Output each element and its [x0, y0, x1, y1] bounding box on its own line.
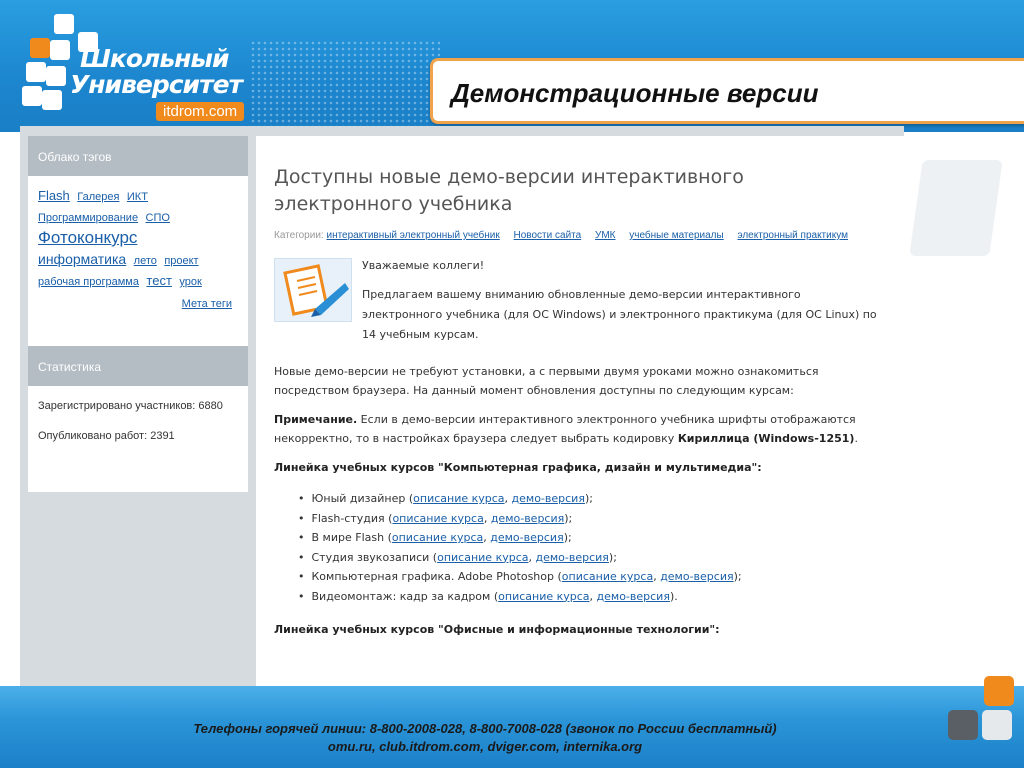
demo-version-link[interactable]: демо-версия: [490, 511, 565, 525]
published-count: Опубликовано работ: 2391: [38, 430, 175, 442]
tag-link[interactable]: Фотоконкурс: [38, 228, 138, 247]
tags-widget-title: Облако тэгов: [28, 136, 248, 176]
course-description-link[interactable]: описание курса: [498, 589, 590, 603]
note-text: Если в демо-версии интерактивного электронного учебника шрифты отображаются некорректно, то в настройках браузера следует выбрать кодировку: [274, 413, 856, 445]
category-link[interactable]: Новости сайта: [513, 230, 582, 241]
stats-widget-title: Статистика: [28, 346, 248, 386]
course-list: [298, 489, 886, 606]
demo-version-link[interactable]: демо-версия: [660, 570, 734, 583]
tag-link[interactable]: урок: [179, 276, 202, 288]
list-item: • Студия звукозаписи (описание курса, демо-версия);: [298, 548, 886, 568]
category-link[interactable]: УМК: [594, 230, 616, 241]
category-link[interactable]: интерактивный электронный учебник: [326, 230, 500, 241]
slide-title: Демонстрационные версии: [451, 78, 819, 108]
textbook-icon: [274, 258, 352, 322]
encoding-name: Кириллица (Windows-1251): [677, 432, 855, 445]
slide-title-box: [430, 58, 1024, 124]
tag-link[interactable]: Программирование: [38, 212, 139, 224]
logo-title-line1: Школьный: [80, 44, 229, 73]
hotline-text: Телефоны горячей линии: 8-800-2008-028, 8-800-7008-028 (звонок по России бесплатный): [193, 721, 777, 736]
list-item: • Юный дизайнер (описание курса, демо-версия);: [298, 489, 886, 509]
school-university-logo[interactable]: [16, 8, 256, 123]
list-item: • В мире Flash (описание курса, демо-версия);: [298, 528, 886, 548]
tag-link[interactable]: проект: [164, 255, 199, 267]
category-link[interactable]: электронный практикум: [737, 230, 848, 241]
logo-url: itdrom.com: [156, 102, 244, 121]
tag-link[interactable]: тест: [146, 273, 172, 288]
tag-link[interactable]: Flash: [38, 188, 70, 203]
page-header: [0, 0, 1024, 132]
logo-title-line2: Университет: [70, 70, 243, 99]
tag-link[interactable]: лето: [133, 255, 157, 267]
demo-version-link[interactable]: демо-версия: [535, 550, 609, 564]
category-link[interactable]: учебные материалы: [629, 230, 724, 241]
demo-version-link[interactable]: демо-версия: [596, 589, 670, 603]
article-title: Доступны новые демо-версии интерактивного электронного учебника: [274, 166, 744, 215]
article-categories: [274, 228, 886, 243]
demo-version-link[interactable]: демо-версия: [490, 531, 564, 544]
footer-sites: omu.ru, club.itdrom.com, dviger.com, internika.org: [327, 739, 643, 754]
tag-link[interactable]: информатика: [38, 251, 127, 267]
info-paragraph: Новые демо-версии не требуют установки, а с первыми двумя уроками можно ознакомиться посредством браузера. На данный момент обновления доступны по следующим курсам:: [274, 365, 819, 397]
intro-text: Предлагаем вашему вниманию обновленные демо-версии интерактивного электронного учебника (для ОС Windows) и электронного практикума (для ОС Linux) по 14 учебным курсам.: [362, 288, 877, 341]
right-decoration: [904, 132, 1024, 688]
note-label: Примечание.: [274, 413, 358, 426]
course-description-link[interactable]: описание курса: [561, 570, 654, 583]
website-screenshot: [20, 126, 904, 686]
list-item: • Компьютерная графика. Adobe Photoshop (описание курса, демо-версия);: [298, 567, 886, 587]
page-footer: [0, 686, 1024, 768]
footer-logo-icon: [944, 676, 1016, 744]
tag-link[interactable]: СПО: [145, 212, 170, 224]
tag-link[interactable]: рабочая программа: [38, 276, 139, 288]
course-line-heading: Линейка учебных курсов "Офисные и информационные технологии":: [274, 623, 720, 636]
tag-cloud: [28, 176, 248, 320]
header-dot-pattern: [250, 40, 440, 130]
article-intro: [274, 256, 886, 352]
course-description-link[interactable]: описание курса: [413, 492, 505, 505]
course-description-link[interactable]: описание курса: [437, 550, 529, 564]
course-line-heading: Линейка учебных курсов "Компьютерная графика, дизайн и мультимедиа":: [274, 461, 762, 474]
list-item: • Видеомонтаж: кадр за кадром (описание курса, демо-версия).: [298, 587, 886, 607]
tag-link[interactable]: ИКТ: [126, 191, 148, 203]
greeting-text: Уважаемые коллеги!: [362, 259, 485, 272]
registered-count: Зарегистрировано участников: 6880: [38, 400, 223, 412]
categories-label: Категории:: [274, 230, 324, 241]
course-description-link[interactable]: описание курса: [391, 531, 484, 544]
article: [256, 136, 904, 686]
course-description-link[interactable]: описание курса: [392, 511, 484, 525]
list-item: • Flash-студия (описание курса, демо-версия);: [298, 509, 886, 529]
note-paragraph: Примечание. Если в демо-версии интерактивного электронного учебника шрифты отображаются некорректно, то в настройках браузера следует выбрать кодировку Кириллица (Windows-1251).: [274, 413, 858, 445]
tag-link[interactable]: Галерея: [77, 191, 120, 203]
meta-tags-link[interactable]: Мета теги: [181, 298, 232, 310]
sidebar: [28, 136, 248, 492]
demo-version-link[interactable]: демо-версия: [511, 492, 585, 505]
